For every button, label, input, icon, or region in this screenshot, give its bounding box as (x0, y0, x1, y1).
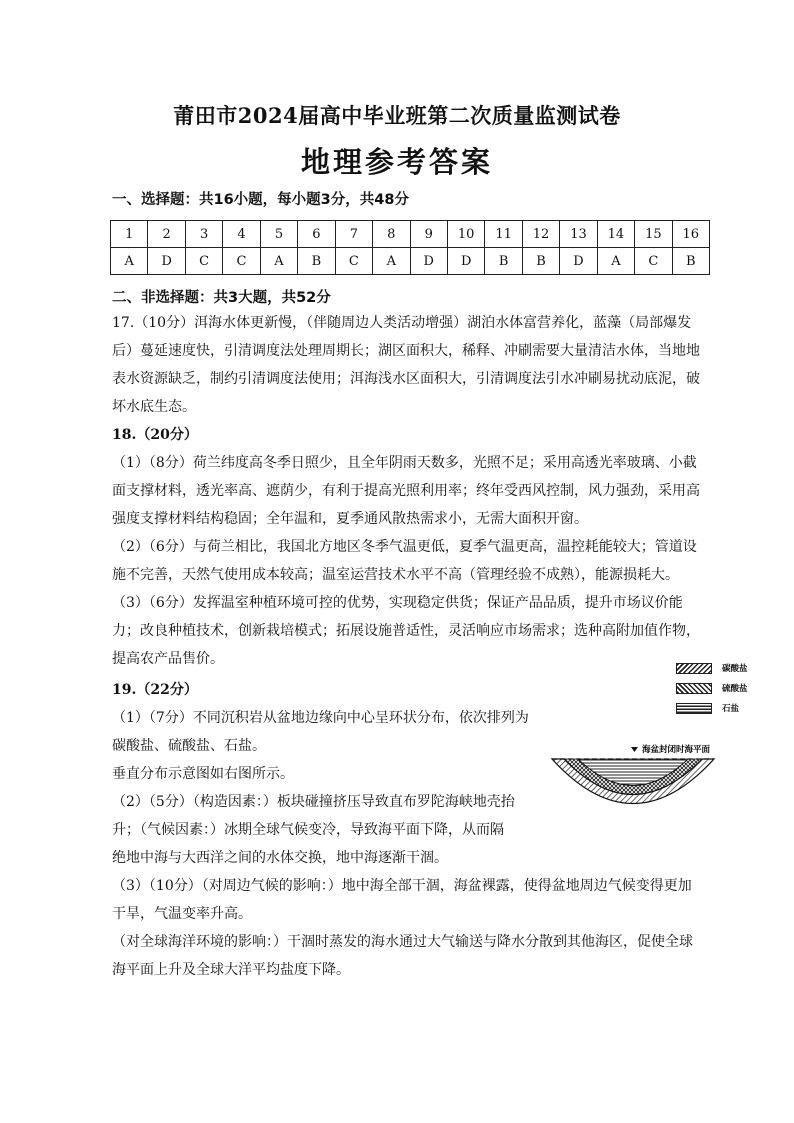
answer-cell: B (522, 248, 559, 275)
answer-cell: A (597, 248, 634, 275)
q19-part1-line1: （1）（7分）不同沉积岩从盆地边缘向中心呈环状分布，依次排列为 (112, 710, 529, 726)
question-number-cell: 7 (335, 221, 372, 248)
question-number-cell: 5 (260, 221, 297, 248)
q19-heading: 19.（22分） (112, 682, 198, 698)
page-subtitle: 地理参考答案 (300, 145, 493, 179)
answer-cell: C (185, 248, 222, 275)
question-number-cell: 3 (185, 221, 222, 248)
legend-label-sulfate: 硫酸盐 (722, 684, 748, 694)
answer-cell: D (410, 248, 447, 275)
question-number-cell: 15 (635, 221, 672, 248)
question-number-cell: 13 (560, 221, 597, 248)
legend-item-carbonate (676, 658, 748, 678)
q19-part1-line3: 垂直分布示意图如右图所示。 (112, 766, 294, 782)
answer-cell: A (373, 248, 410, 275)
diagram-legend (676, 658, 748, 718)
sea-level-label: 海盆封闭时海平面 (642, 745, 711, 755)
sulfate-swatch (676, 683, 712, 694)
answer-cell: B (298, 248, 335, 275)
answer-cell: B (485, 248, 522, 275)
answer-row (111, 248, 710, 275)
answer-cell: A (111, 248, 148, 275)
question-number-cell: 12 (522, 221, 559, 248)
carbonate-swatch (676, 663, 712, 674)
q18-part2: （2）（6分）与荷兰相比，我国北方地区冬季气温更低，夏季气温更高，温控耗能较大；管道设施不完善，天然气使用成本较高；温室运营技术水平不高（管理经验不成熟），能源损耗大。 (112, 539, 697, 583)
q19-part1-line2: 碳酸盐、硫酸盐、石盐。 (112, 738, 266, 754)
answer-cell: C (335, 248, 372, 275)
basin-cross-section-diagram (548, 738, 718, 830)
legend-label-rock-salt: 石盐 (722, 704, 740, 714)
section2-heading: 二、非选择题：共3大题，共52分 (112, 290, 331, 306)
question-number-cell: 10 (447, 221, 484, 248)
q18-part3: （3）（6分）发挥温室种植环境可控的优势，实现稳定供货；保证产品品质，提升市场议价能力；改良种植技术，创新栽培模式；拓展设施普适性，灵活响应市场需求；选种高附加值作物，提高农产品售价。 (112, 595, 700, 667)
legend-item-sulfate (676, 678, 748, 698)
q19-part3: （3）（10分）（对周边气候的影响：）地中海全部干涸，海盆裸露，使得盆地周边气候变得更加干旱，气温变率升高。 (112, 878, 692, 922)
section1-heading: 一、选择题：共16小题，每小题3分，共48分 (112, 192, 409, 208)
answer-cell: A (260, 248, 297, 275)
legend-label-carbonate: 碳酸盐 (722, 664, 748, 674)
legend-item-rock-salt (676, 698, 748, 718)
page-title: 莆田市2024届高中毕业班第二次质量监测试卷 (173, 103, 621, 128)
q19-part2-line3: 绝地中海与大西洋之间的水体交换，地中海逐渐干涸。 (112, 850, 448, 866)
answer-cell: D (447, 248, 484, 275)
answer-cell: B (672, 248, 709, 275)
answer-cell: C (223, 248, 260, 275)
answer-cell: D (148, 248, 185, 275)
question-number-row (111, 221, 710, 248)
sea-level-marker-icon (631, 747, 638, 752)
answer-cell: C (635, 248, 672, 275)
answer-cell: D (560, 248, 597, 275)
question-number-cell: 9 (410, 221, 447, 248)
question-number-cell: 1 (111, 221, 148, 248)
q19-part2-line1: （2）（5分）（构造因素：）板块碰撞挤压导致直布罗陀海峡地壳抬 (112, 794, 515, 810)
question-number-cell: 16 (672, 221, 709, 248)
question-number-cell: 14 (597, 221, 634, 248)
q18-heading: 18.（20分） (112, 427, 198, 443)
q19-part2-line2: 升；（气候因素：）冰期全球气候变冷，导致海平面下降，从而隔 (112, 822, 504, 838)
answer-table (110, 220, 710, 275)
q17-answer: 17.（10分）洱海水体更新慢，（伴随周边人类活动增强）湖泊水体富营养化，蓝藻（局部爆发后）蔓延速度快，引清调度法处理周期长；湖区面积大，稀释、冲刷需要大量清洁水体，当地地表水资源缺乏，制约引清调度法使用；洱海浅水区面积大，引清调度法引水冲刷易扰动底泥，破坏水底生态。 (112, 315, 700, 415)
rock-salt-swatch (676, 703, 712, 714)
question-number-cell: 2 (148, 221, 185, 248)
q18-part1: （1）（8分）荷兰纬度高冬季日照少，且全年阴雨天数多，光照不足；采用高透光率玻璃、小截面支撑材料，透光率高、遮荫少，有利于提高光照利用率；终年受西风控制，风力强劲，采用高强度支撑材料结构稳固；全年温和，夏季通风散热需求小，无需大面积开窗。 (112, 455, 700, 527)
question-number-cell: 4 (223, 221, 260, 248)
question-number-cell: 8 (373, 221, 410, 248)
question-number-cell: 6 (298, 221, 335, 248)
q19-part4: （对全球海洋环境的影响：）干涸时蒸发的海水通过大气输送与降水分散到其他海区，促使全球海平面上升及全球大洋平均盐度下降。 (112, 934, 693, 978)
question-number-cell: 11 (485, 221, 522, 248)
